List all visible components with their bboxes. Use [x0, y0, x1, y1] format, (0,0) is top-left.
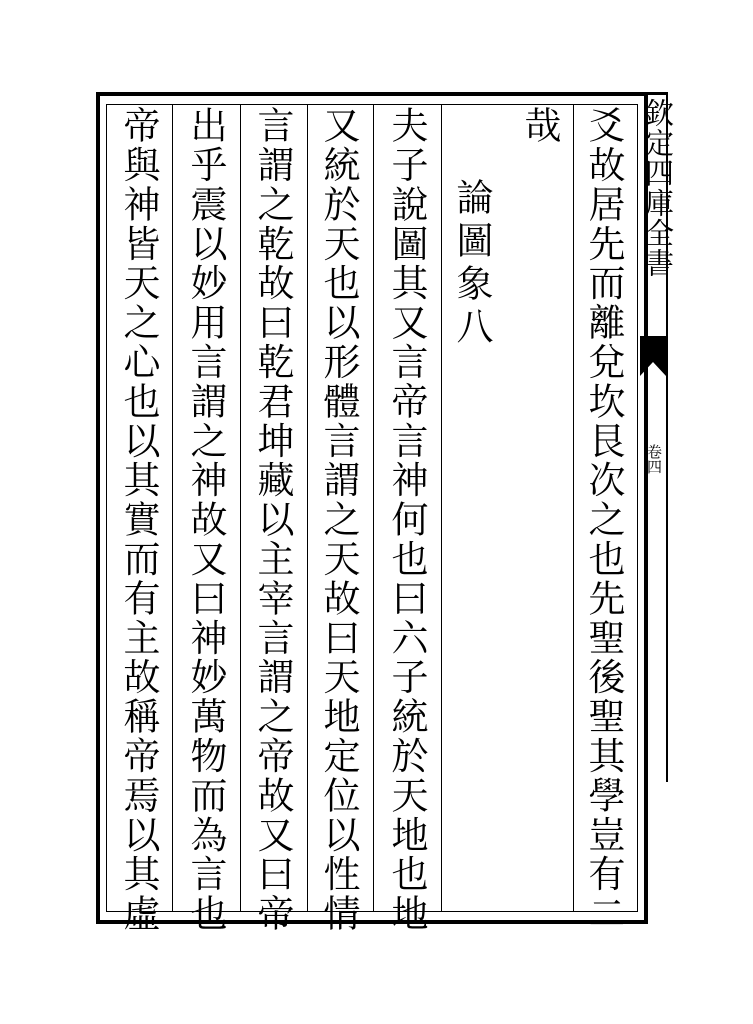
text-column-7: 帝與神皆天之心也以其實而有主故稱帝焉以其虛 — [117, 106, 160, 934]
book-title: 欽定四庫全書 — [641, 98, 675, 278]
section-heading: 論圖象八 — [450, 178, 493, 350]
margin-top-rule — [640, 92, 668, 95]
text-column-2: 哉 — [518, 106, 561, 146]
column-rule — [373, 104, 374, 912]
text-column-3: 夫子說圖其又言帝言神何也曰六子統於天地也地 — [385, 106, 428, 934]
text-column-6: 出乎震以妙用言謂之神故又曰神妙萬物而為言也 — [184, 106, 227, 934]
column-rule — [240, 104, 241, 912]
text-column-5: 言謂之乾故曰乾君坤藏以主宰言謂之帝故又曰帝 — [251, 106, 294, 934]
text-column-1: 爻故居先而離兌坎艮次之也先聖後聖其學豈有二 — [582, 106, 625, 934]
fish-tail-mark-icon — [640, 336, 666, 376]
column-rule — [307, 104, 308, 912]
column-rule — [573, 104, 574, 912]
text-column-4: 又統於天也以形體言謂之天故曰天地定位以性情 — [317, 106, 360, 934]
column-rule — [172, 104, 173, 912]
volume-label: 卷四 — [645, 444, 663, 474]
column-rule — [441, 104, 442, 912]
